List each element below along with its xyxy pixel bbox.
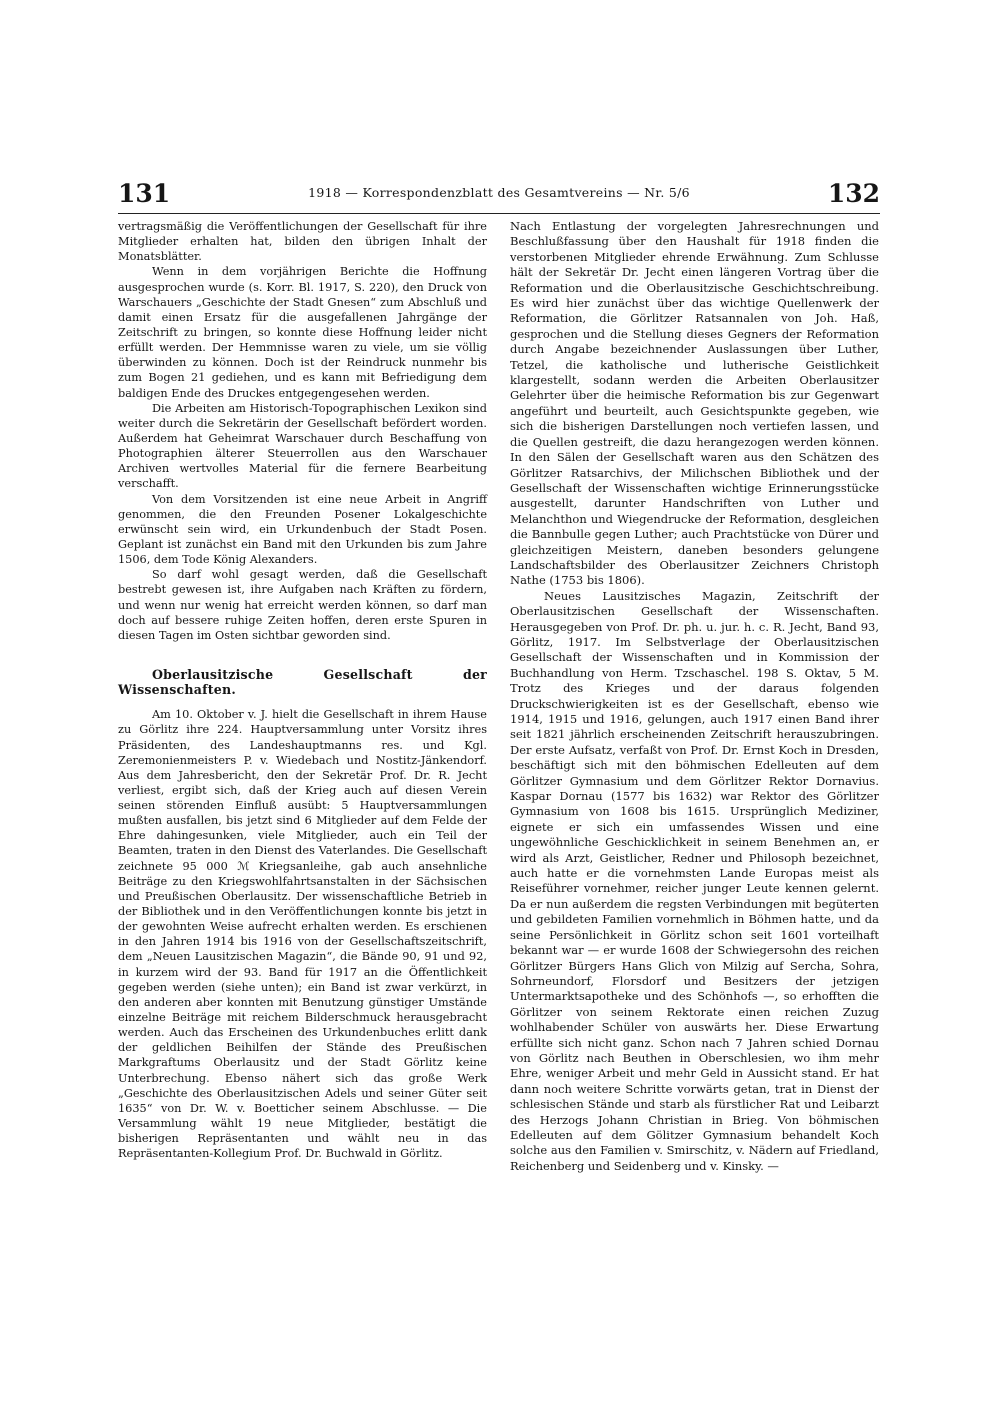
page-number-right: 132	[827, 179, 880, 208]
paragraph: vertragsmäßig die Veröffentlichungen der Gesellschaft für ihre Mitglieder erhalten hat, bilden den übrigen Inhalt der Monatsblätter.	[118, 220, 487, 264]
right-column	[510, 219, 879, 1174]
left-column	[118, 219, 487, 1161]
section-heading: Oberlausitzische Gesellschaft der Wissenschaften.	[118, 666, 487, 698]
paragraph: Von dem Vorsitzenden ist eine neue Arbeit in Angriff genommen, die den Freunden Posener Lokalgeschichte erwünscht sein wird, ein Urkundenbuch der Stadt Posen. Geplant ist zunächst ein Band mit den Urkunden bis zum Jahre 1506, dem Tode König Alexanders.	[118, 492, 487, 567]
paragraph: Neues Lausitzisches Magazin, Zeitschrift der Oberlausitzischen Gesellschaft der Wissenschaften. Herausgegeben von Prof. Dr. ph. u. jur. h. c. R. Jecht, Band 93, Görlitz, 1917. Im Selbstverlage der Oberlausitzischen Gesellschaft der Wissenschaften und in Kommission der Buchhandlung von Herm. Tzschaschel. 198 S. Oktav, 5 M. Trotz des Krieges und der daraus folgenden Druckschwierigkeiten ist es der Gesellschaft, ebenso wie 1914, 1915 und 1916, gelungen, auch 1917 einen Band ihrer seit 1821 jährlich erscheinenden Zeitschrift herauszubringen. Der erste Aufsatz, verfaßt von Prof. Dr. Ernst Koch in Dresden, beschäftigt sich mit den böhmischen Edelleuten auf dem Görlitzer Gymnasium und dem Görlitzer Rektor Dornavius. Kaspar Dornau (1577 bis 1632) war Rektor des Görlitzer Gymnasium von 1608 bis 1615. Ursprünglich Mediziner, eignete er sich ein umfassendes Wissen und eine ungewöhnliche Geschicklichkeit in seinem Benehmen an, er wird als Arzt, Geistlicher, Redner und Philosoph bezeichnet, auch hatte er die vornehmsten Lande Europas meist als Reiseführer vornehmer, reicher junger Leute kennen gelernt. Da er nun außerdem die regsten Verbindungen mit begüterten und gebildeten Familien vornehmlich in Böhmen hatte, und da seine Persönlichkeit in Görlitz schon seit 1601 vorteilhaft bekannt war — er wurde 1608 der Schwiegersohn des reichen Görlitzer Bürgers Hans Glich von Milzig auf Sercha, Sohra, Sohrneundorf, Florsdorf und Besitzers der jetzigen Untermarktsapotheke und des Schönhofs —, so erhofften die Görlitzer von seinem Rektorate einen reichen Zuzug wohlhabender Schüler von auswärts her. Diese Erwartung erfüllte sich nicht ganz. Schon nach 7 Jahren schied Dornau von Görlitz nach Beuthen in Oberschlesien, wo ihm mehr Ehre, weniger Arbeit und mehr Geld in Aussicht stand. Er hat dann noch weitere Schritte vorwärts getan, trat in Dienst der schlesischen Stände und starb als fürstlicher Rat und Leibarzt des Herzogs Johann Christian in Brieg. Von böhmischen Edelleuten auf dem Gölitzer Gymnasium behandelt Koch solche aus den Familien v. Smirschitz, v. Nädern auf Friedland, Reichenberg und Seidenberg und v. Kinsky. —	[510, 588, 879, 1173]
page-header	[118, 179, 880, 214]
paragraph: Am 10. Oktober v. J. hielt die Gesellschaft in ihrem Hause zu Görlitz ihre 224. Hauptversammlung unter Vorsitz ihres Präsidenten, des Landeshauptmanns res. und Kgl. Zeremonienmeisters P. v. Wiedebach und Nostitz-Jänkendorf. Aus dem Jahresbericht, den der Sekretär Prof. Dr. R. Jecht verliest, ergibt sich, daß der Krieg auch auf diesen Verein seinen störenden Einfluß ausübt: 5 Hauptversammlungen mußten ausfallen, bis jetzt sind 6 Mitglieder auf dem Felde der Ehre dahingesunken, viele Mitglieder, auch ein Teil der Beamten, traten in den Dienst des Vaterlandes. Die Gesellschaft zeichnete 95 000 ℳ Kriegsanleihe, gab auch ansehnliche Beiträge zu den Kriegswohlfahrtsanstalten in der Sächsischen und Preußischen Oberlausitz. Der wissenschaftliche Betrieb in der Bibliothek und in den Veröffentlichungen konnte bis jetzt in der gewohnten Weise aufrecht erhalten werden. Es erschienen in den Jahren 1914 bis 1916 von der Gesellschaftszeitschrift, dem „Neuen Lausitzischen Magazin“, die Bände 90, 91 und 92, in kurzem wird der 93. Band für 1917 an die Öffentlichkeit gegeben werden (siehe unten); ein Band ist zwar verkürzt, in den anderen aber konnten mit Benutzung günstiger Umstände einzelne Beiträge mit reichem Bilderschmuck herausgebracht werden. Auch das Erscheinen des Urkundenbuches erlitt dank der geldlichen Beihilfen der Stände des Preußischen Markgraftums Oberlausitz und der Stadt Görlitz keine Unterbrechung. Ebenso nähert sich das große Werk „Geschichte des Oberlausitzischen Adels und seiner Güter seit 1635“ von Dr. W. v. Boetticher seinem Abschlusse. — Die Versammlung wählt 19 neue Mitglieder, bestätigt die bisherigen Repräsentanten und wählt neu in das Repräsentanten-Kollegium Prof. Dr. Buchwald in Görlitz.	[118, 708, 487, 1161]
page-number-left: 131	[118, 179, 171, 208]
paragraph: Wenn in dem vorjährigen Berichte die Hoffnung ausgesprochen wurde (s. Korr. Bl. 1917, S. 220), den Druck von Warschauers „Geschichte der Stadt Gnesen“ zum Abschluß und damit einen Ersatz für die ausgefallenen Jahrgänge der Zeitschrift zu bringen, so konnte diese Hoffnung leider nicht erfüllt werden. Der Hemmnisse waren zu viele, um sie völlig überwinden zu können. Doch ist der Reindruck nunmehr bis zum Bogen 21 gediehen, und es kann mit Befriedigung dem baldigen Ende des Druckes entgegengesehen werden.	[118, 265, 487, 400]
paragraph: Die Arbeiten am Historisch-Topographischen Lexikon sind weiter durch die Sekretärin der Gesellschaft befördert worden. Außerdem hat Geheimrat Warschauer durch Beschaffung von Photographien älterer Steuerrollen aus den Warschauer Archiven wertvolles Material für die fernere Bearbeitung verschafft.	[118, 401, 487, 491]
paragraph: Nach Entlastung der vorgelegten Jahresrechnungen und Beschlußfassung über den Haushalt für 1918 finden die verstorbenen Mitglieder ehrende Erwähnung. Zum Schlusse hält der Sekretär Dr. Jecht einen längeren Vortrag über die Reformation und die Oberlausitzische Geschichtschreibung. Es wird hier zunächst über das wichtige Quellenwerk der Reformation, die Görlitzer Ratsannalen von Joh. Haß, gesprochen und die Stellung dieses Gegners der Reformation durch Angabe bezeichnender Auslassungen über Luther, Tetzel, die katholische und lutherische Geistlichkeit klargestellt, sodann werden die Arbeiten Oberlausitzer Gelehrter über die heimische Reformation bis zur Gegenwart angeführt und beurteilt, auch Gesichtspunkte gegeben, wie sich die bisherigen Darstellungen noch vertiefen lassen, und die Quellen gestreift, die dazu herangezogen werden können. In den Sälen der Gesellschaft waren aus den Schätzen des Görlitzer Ratsarchivs, der Milichschen Bibliothek und der Gesellschaft der Wissenschaften wichtige Erinnerungsstücke ausgestellt, darunter Handschriften von Luther und Melanchthon und Wiegendrucke der Reformation, desgleichen die Bannbulle gegen Luther; auch Prachtstücke von Dürer und gleichzeitigen Meistern, daneben besonders gelungene Landschaftsbilder des Oberlausitzer Zeichners Christoph Nathe (1753 bis 1806).	[510, 219, 879, 588]
running-title: 1918 — Korrespondenzblatt des Gesamtvereins — Nr. 5/6	[308, 185, 690, 200]
paragraph: So darf wohl gesagt werden, daß die Gesellschaft bestrebt gewesen ist, ihre Aufgaben nach Kräften zu fördern, und wenn nur wenig hat erreicht werden können, so darf man doch auf bessere ruhige Zeiten hoffen, deren erste Spuren in diesen Tagen im Osten sichtbar geworden sind.	[118, 568, 487, 642]
